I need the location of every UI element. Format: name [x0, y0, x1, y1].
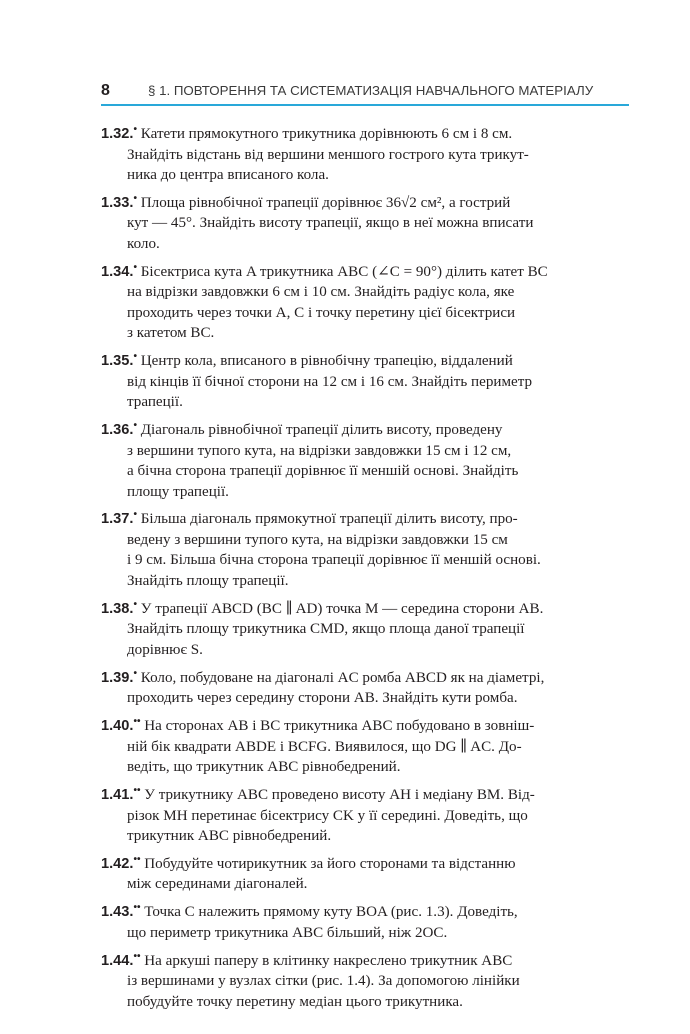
problem-text-line	[101, 416, 629, 441]
problem-text-line	[127, 482, 629, 503]
problem-text-line	[127, 874, 629, 895]
problem-number: 1.37.	[101, 511, 134, 528]
problem-text: площу трапеції.	[127, 483, 229, 500]
difficulty-marker: ••	[133, 902, 141, 914]
problem-item	[101, 898, 629, 943]
problem-item	[101, 189, 629, 255]
problem-text: ника до центра вписаного кола.	[127, 167, 329, 183]
problem-text: із вершинами у вузлах сітки (рис. 1.4). За допомогою лінійки	[127, 973, 520, 990]
difficulty-marker: •	[133, 261, 137, 273]
problem-text-line	[127, 392, 629, 413]
problem-text: На сторонах AB і BC трикутника ABC побудовано в зовніш-	[144, 718, 535, 735]
problem-text: від кінців її бічної сторони на 12 см і 16 см. Знайдіть периметр	[127, 373, 533, 390]
problem-text-line	[101, 189, 629, 214]
problem-text: і 9 см. Більша бічна сторона трапеції дорівнює її меншій основі.	[127, 552, 541, 569]
problem-text-line	[101, 595, 629, 620]
problem-text-line	[127, 530, 629, 551]
problem-number: 1.42.	[101, 855, 134, 872]
problem-text-line	[127, 640, 629, 661]
problem-text-line	[101, 258, 629, 283]
difficulty-marker: ••	[133, 716, 141, 728]
problem-number: 1.33.	[101, 194, 134, 211]
difficulty-marker: ••	[133, 785, 141, 797]
problem-text: кут — 45°. Знайдіть висоту трапеції, якщо в неї можна вписати	[127, 215, 534, 232]
problem-text-line	[101, 664, 629, 689]
problem-text-line	[127, 165, 629, 186]
problem-text: проходить через точки A, C і точку перетину цієї бісектриси	[127, 304, 516, 321]
problem-number: 1.39.	[101, 669, 134, 686]
problem-number: 1.41.	[101, 787, 134, 804]
problem-text: Центр кола, вписаного в рівнобічну трапецію, віддалений	[140, 353, 513, 370]
problem-text-line	[127, 145, 629, 166]
problem-item	[101, 712, 629, 778]
problem-text-line	[127, 737, 629, 758]
problem-item	[101, 947, 629, 1013]
problem-text-line	[127, 550, 629, 571]
problem-number: 1.44.	[101, 952, 134, 969]
problem-text: а бічна сторона трапеції дорівнює її меншій основі. Знайдіть	[127, 463, 519, 480]
difficulty-marker: •	[133, 667, 137, 679]
problem-text: На аркуші паперу в клітинку накреслено трикутник ABC	[144, 952, 513, 969]
problem-text: що периметр трикутника ABC більший, ніж 2OC.	[127, 924, 448, 941]
problem-text: побудуйте точку перетину медіан цього трикутника.	[127, 993, 463, 1010]
problem-text: між серединами діагоналей.	[127, 876, 308, 893]
problem-text: Більша діагональ прямокутної трапеції ділить висоту, про-	[140, 511, 518, 528]
problem-text-line	[127, 971, 629, 992]
problem-text: Площа рівнобічної трапеції дорівнює 36√2 см², а гострий	[140, 194, 511, 211]
problem-number: 1.32.	[101, 126, 134, 142]
problem-text: Точка C належить прямому куту BOA (рис. 1.3). Доведіть,	[144, 904, 518, 921]
problem-text: Діагональ рівнобічної трапеції ділить висоту, проведену	[140, 422, 503, 439]
problem-text-line	[127, 441, 629, 462]
difficulty-marker: ••	[133, 950, 141, 962]
problem-text-line	[127, 992, 629, 1013]
problem-text-line	[127, 461, 629, 482]
problem-number: 1.35.	[101, 353, 134, 370]
problem-text-line	[101, 712, 629, 737]
problem-text-line	[127, 826, 629, 847]
problem-text: Побудуйте чотирикутник за його сторонами та відстанню	[144, 855, 516, 872]
problem-text: У трапеції ABCD (BC ∥ AD) точка M — середина сторони AB.	[140, 600, 544, 617]
problem-text-line	[127, 619, 629, 640]
section-title: § 1. ПОВТОРЕННЯ ТА СИСТЕМАТИЗАЦІЯ НАВЧАЛЬНОГО МАТЕРІАЛУ	[148, 83, 594, 98]
problem-item	[101, 595, 629, 661]
problem-text-line	[127, 234, 629, 255]
problem-text: трикутник ABC рівнобедрений.	[127, 828, 332, 845]
problem-list	[101, 120, 629, 1016]
problem-text: трапеції.	[127, 394, 183, 411]
problem-text: різок MH перетинає бісектрису CK у її середині. Доведіть, що	[127, 807, 528, 824]
problem-text: дорівнює S.	[127, 641, 203, 658]
problem-text: з вершини тупого кута, на відрізки завдовжки 15 см і 12 см,	[127, 442, 512, 459]
problem-text-line	[101, 898, 629, 923]
problem-text: з катетом BC.	[127, 325, 215, 342]
problem-text-line	[101, 947, 629, 972]
problem-number: 1.40.	[101, 718, 134, 735]
problem-text: Катети прямокутного трикутника дорівнюють 6 см і 8 см.	[140, 126, 513, 142]
problem-number: 1.38.	[101, 600, 134, 617]
problem-text: ведену з вершини тупого кута, на відрізки завдовжки 15 см	[127, 531, 508, 548]
problem-item	[101, 850, 629, 895]
difficulty-marker: •	[133, 351, 137, 363]
problem-number: 1.36.	[101, 422, 134, 439]
problem-text-line	[127, 923, 629, 944]
difficulty-marker: •	[133, 124, 137, 135]
problem-item	[101, 120, 629, 186]
problem-item	[101, 258, 629, 344]
problem-text-line	[101, 781, 629, 806]
problem-text-line	[127, 372, 629, 393]
problem-text-line	[127, 571, 629, 592]
difficulty-marker: •	[133, 420, 137, 432]
problem-number: 1.34.	[101, 263, 134, 280]
problem-text-line	[101, 347, 629, 372]
difficulty-marker: •	[133, 192, 137, 204]
problem-item	[101, 347, 629, 413]
problem-item	[101, 781, 629, 847]
problem-text-line	[101, 850, 629, 875]
problem-text: ній бік квадрати ABDE і BCFG. Виявилося, що DG ∥ AC. До-	[127, 738, 522, 755]
problem-text: Знайдіть площу трапеції.	[127, 572, 289, 589]
difficulty-marker: ••	[133, 853, 141, 865]
problem-text: Знайдіть площу трикутника CMD, якщо площа даної трапеції	[127, 621, 525, 638]
problem-text-line	[101, 120, 629, 145]
difficulty-marker: •	[133, 598, 137, 610]
problem-text: проходить через середину сторони AB. Знайдіть кути ромба.	[127, 690, 518, 707]
problem-text-line	[127, 303, 629, 324]
problem-text: ведіть, що трикутник ABC рівнобедрений.	[127, 759, 401, 776]
problem-text-line	[127, 757, 629, 778]
problem-text: на відрізки завдовжки 6 см і 10 см. Знайдіть радіус кола, яке	[127, 284, 515, 301]
page-number: 8	[101, 82, 110, 99]
problem-text-line	[127, 323, 629, 344]
problem-text-line	[127, 282, 629, 303]
problem-text: Коло, побудоване на діагоналі AC ромба ABCD як на діаметрі,	[140, 669, 545, 686]
problem-item	[101, 664, 629, 709]
problem-item	[101, 416, 629, 502]
difficulty-marker: •	[133, 509, 137, 521]
page-header	[101, 80, 629, 106]
problem-text: Бісектриса кута A трикутника ABC (∠C = 90°) ділить катет BC	[140, 263, 548, 280]
problem-item	[101, 505, 629, 591]
problem-text-line	[127, 688, 629, 709]
problem-text: коло.	[127, 235, 160, 252]
problem-text: У трикутнику ABC проведено висоту AH і медіану BM. Від-	[144, 787, 535, 804]
problem-text: Знайдіть відстань від вершини меншого гострого кута трикут-	[127, 146, 529, 163]
problem-number: 1.43.	[101, 904, 134, 921]
problem-text-line	[127, 213, 629, 234]
problem-text-line	[101, 505, 629, 530]
problem-text-line	[127, 806, 629, 827]
